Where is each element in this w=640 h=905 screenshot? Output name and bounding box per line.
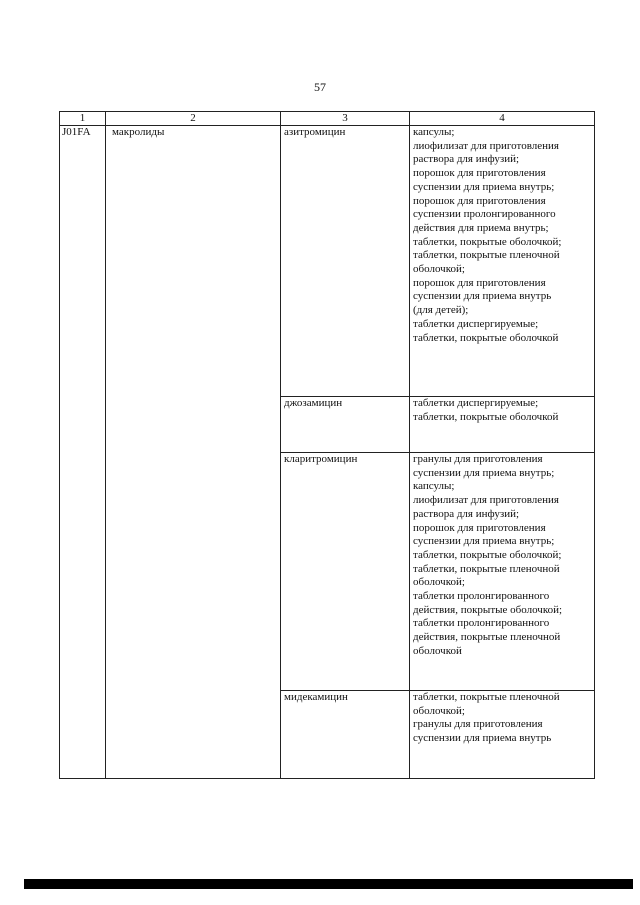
dosage-form-line: капсулы;: [413, 480, 455, 493]
dosage-form-line: оболочкой: [413, 644, 462, 657]
dosage-form-line: действия, покрытые оболочкой;: [413, 603, 563, 616]
dosage-form-line: таблетки, покрытые оболочкой;: [413, 548, 562, 561]
dosage-form-line: порошок для приготовления: [413, 521, 546, 534]
drug-name-cell: мидекамицин: [281, 691, 410, 779]
dosage-form-line: порошок для приготовления: [413, 276, 546, 289]
dosage-form-line: гранулы для приготовления: [413, 718, 543, 731]
dosage-form-line: лиофилизат для приготовления: [413, 494, 559, 507]
column-header: 3: [281, 112, 410, 126]
dosage-form-line: суспензии для приема внутрь;: [413, 466, 555, 479]
drug-group-cell: макролиды: [106, 126, 281, 779]
table-header-row: [60, 112, 595, 126]
dosage-form-line: таблетки, покрытые оболочкой;: [413, 235, 562, 248]
dosage-form-line: действия, покрытые пленочной: [413, 631, 561, 644]
dosage-form-line: действия для приема внутрь;: [413, 221, 549, 234]
table-row: [60, 126, 595, 397]
column-header: 2: [106, 112, 281, 126]
dosage-form-line: таблетки диспергируемые;: [413, 317, 539, 330]
drug-name-cell: джозамицин: [281, 397, 410, 453]
dosage-form-line: таблетки, покрытые пленочной: [413, 562, 560, 575]
atc-code-cell: J01FA: [60, 126, 106, 779]
dosage-form-line: таблетки пролонгированного: [413, 590, 550, 603]
dosage-form-line: оболочкой;: [413, 576, 465, 589]
dosage-form-line: таблетки, покрытые оболочкой: [413, 410, 559, 423]
column-header: 1: [60, 112, 106, 126]
dosage-form-line: суспензии пролонгированного: [413, 208, 556, 221]
dosage-form-line: суспензии для приема внутрь;: [413, 535, 555, 548]
dosage-form-line: суспензии для приема внутрь;: [413, 180, 555, 193]
dosage-form-line: лиофилизат для приготовления: [413, 139, 559, 152]
drug-table: [59, 111, 595, 779]
dosage-form-line: гранулы для приготовления: [413, 453, 543, 465]
dosage-form-line: (для детей);: [413, 304, 469, 317]
scan-edge-bar: [24, 879, 633, 889]
dosage-forms-cell: [410, 691, 595, 779]
dosage-form-line: капсулы;: [413, 126, 455, 138]
dosage-form-line: раствора для инфузий;: [413, 507, 520, 520]
dosage-form-line: суспензии для приема внутрь: [413, 290, 552, 303]
drug-name-cell: азитромицин: [281, 126, 410, 397]
dosage-form-line: таблетки диспергируемые;: [413, 397, 539, 409]
dosage-form-line: суспензии для приема внутрь: [413, 732, 552, 745]
page-number: 57: [314, 80, 326, 94]
dosage-form-line: таблетки, покрытые пленочной: [413, 249, 560, 262]
dosage-form-line: оболочкой;: [413, 704, 465, 717]
dosage-form-line: таблетки, покрытые оболочкой: [413, 331, 559, 344]
dosage-form-line: оболочкой;: [413, 263, 465, 276]
dosage-form-line: раствора для инфузий;: [413, 153, 520, 166]
drug-name-cell: кларитромицин: [281, 453, 410, 691]
dosage-forms-cell: [410, 453, 595, 691]
column-header: 4: [410, 112, 595, 126]
dosage-forms-cell: [410, 126, 595, 397]
dosage-form-line: таблетки, покрытые пленочной: [413, 691, 560, 703]
dosage-form-line: порошок для приготовления: [413, 167, 546, 180]
dosage-forms-cell: [410, 397, 595, 453]
dosage-form-line: таблетки пролонгированного: [413, 617, 550, 630]
dosage-form-line: порошок для приготовления: [413, 194, 546, 207]
